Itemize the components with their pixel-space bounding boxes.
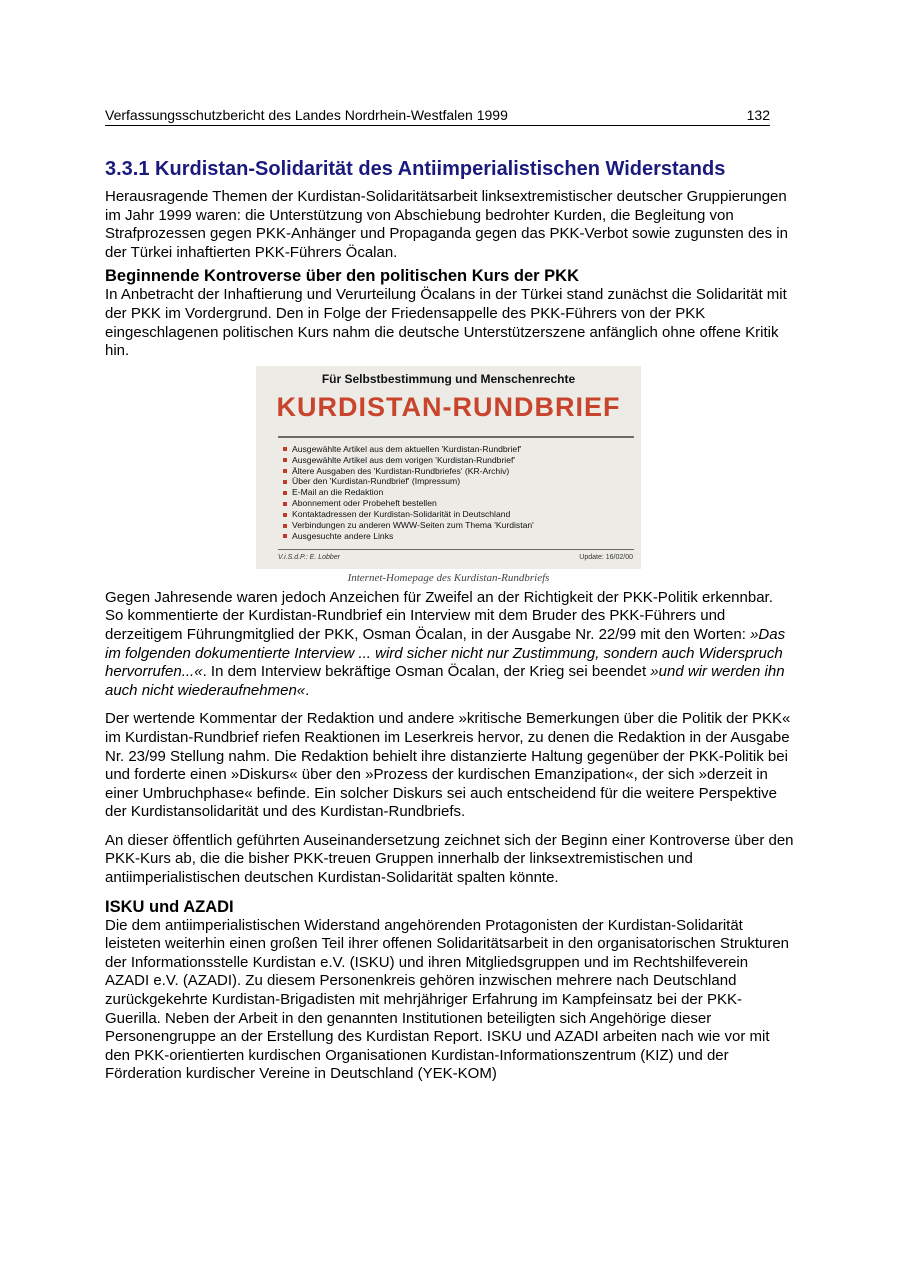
bullet-icon bbox=[283, 534, 287, 538]
figure-top-rule bbox=[278, 436, 634, 438]
figure-menu-item: Ausgewählte Artikel aus dem vorigen 'Kurdistan-Rundbrief' bbox=[283, 455, 534, 466]
intro-paragraph: Herausragende Themen der Kurdistan-Solidaritätsarbeit linksextremistischer deutscher Gruppierungen im Jahr 1999 waren: die Unterstützung von Abschiebung bedrohter Kurden, die Begleitung von Strafprozessen gegen PKK-Anhänger und Propaganda gegen das PKK-Verbot sowie zugunsten des in der Türkei inhaftierten PKK-Führers Öcalan. bbox=[105, 188, 788, 261]
page-number: 132 bbox=[746, 107, 770, 123]
bullet-icon bbox=[283, 502, 287, 506]
figure-menu-list bbox=[283, 444, 534, 542]
bullet-icon bbox=[283, 513, 287, 517]
bullet-icon bbox=[283, 447, 287, 451]
bullet-icon bbox=[283, 480, 287, 484]
page-content bbox=[105, 157, 795, 1094]
figure-menu-item: Verbindungen zu anderen WWW-Seiten zum Thema 'Kurdistan' bbox=[283, 520, 534, 531]
figure-footer-right: Update: 16/02/00 bbox=[579, 553, 633, 561]
figure-menu-item: Über den 'Kurdistan-Rundbrief' (Impressum) bbox=[283, 476, 534, 487]
bullet-icon bbox=[283, 458, 287, 462]
subheading-kontroverse: Beginnende Kontroverse über den politischen Kurs der PKK bbox=[105, 267, 579, 286]
subheading-isku-azadi: ISKU und AZADI bbox=[105, 897, 234, 916]
figure-menu-item: E-Mail an die Redaktion bbox=[283, 487, 534, 498]
figure-menu-item: Ausgewählte Artikel aus dem aktuellen 'Kurdistan-Rundbrief' bbox=[283, 444, 534, 455]
bullet-icon bbox=[283, 469, 287, 473]
running-header bbox=[105, 107, 770, 126]
figure-title: KURDISTAN-RUNDBRIEF bbox=[276, 391, 621, 422]
section-heading: 3.3.1 Kurdistan-Solidarität des Antiimperialistischen Widerstands bbox=[105, 158, 726, 180]
figure-bottom-rule bbox=[278, 549, 634, 550]
homepage-screenshot bbox=[256, 366, 641, 569]
figure-footer-left: V.i.S.d.P.: E. Lobber bbox=[278, 553, 341, 561]
isku-azadi-paragraph: Die dem antiimperialistischen Widerstand angehörenden Protagonisten der Kurdistan-Solidarität leisteten weiterhin einen großen Teil ihrer offenen Solidaritätsarbeit in den organisatorischen Strukturen der Informationsstelle Kurdistan e.V. (ISKU) und ihren Mitgliedsgruppen und im Rechtshilfeverein AZADI e.V. (AZADI). Zu diesem Personenkreis gehören inzwischen mehrere nach Deutschland zurückgekehrte Kurdistan-Brigadisten mit mehrjähriger Erfahrung im Kampfeinsatz bei der PKK-Guerilla. Neben der Arbeit in den genannten Institutionen beteiligten sich Angehörige dieser Personengruppe an der Erstellung des Kurdistan Report. ISKU und AZADI arbeiten nach wie vor mit den PKK-orientierten kurdischen Organisationen Kurdistan-Informationszentrum (KIZ) und der Förderation kurdischer Vereine in Deutschland (YEK-KOM) bbox=[105, 916, 790, 1083]
body-paragraph-2: Der wertende Kommentar der Redaktion und andere »kritische Bemerkungen über die Politik der PKK« im Kurdistan-Rundbrief riefen Reaktionen im Leserkreis hervor, zu denen die Redaktion in der Ausgabe Nr. 23/99 Stellung nahm. Die Redaktion behielt ihre distanzierte Haltung gegenüber der PKK-Politik bei und forderte einen »Diskurs« über den »Prozess der kurdischen Emanzipation«, der sich »derzeit in einer Umbruchphase« befinde. Ein solcher Diskurs sei auch entscheidend für die weitere Perspektive der Kurdistansolidarität und des Kurdistan-Rundbriefs. bbox=[105, 710, 791, 821]
bullet-icon bbox=[283, 524, 287, 528]
kontroverse-paragraph: In Anbetracht der Inhaftierung und Verurteilung Öcalans in der Türkei stand zunächst die Solidarität mit der PKK im Vordergrund. Den in Folge der Friedensappelle des PKK-Führers von der PKK eingeschlagenen politischen Kurs nahm die deutsche Unterstützerszene anfänglich ohne offene Kritik hin. bbox=[105, 286, 787, 360]
figure-menu-item: Ausgesuchte andere Links bbox=[283, 531, 534, 542]
header-title: Verfassungsschutzbericht des Landes Nordrhein-Westfalen 1999 bbox=[105, 107, 508, 123]
bullet-icon bbox=[283, 491, 287, 495]
figure-subtitle: Für Selbstbestimmung und Menschenrechte bbox=[321, 371, 576, 386]
figure-container bbox=[105, 366, 795, 585]
figure-menu-item: Abonnement oder Probeheft bestellen bbox=[283, 498, 534, 509]
body-paragraph-3: An dieser öffentlich geführten Auseinandersetzung zeichnet sich der Beginn einer Kontroverse über den PKK-Kurs ab, die die bisher PKK-treuen Gruppen innerhalb der linksextremistischen und antiimperialistischen deutschen Kurdistan-Solidarität spalten könnte. bbox=[105, 831, 794, 887]
figure-menu-item: Ältere Ausgaben des 'Kurdistan-Rundbriefes' (KR-Archiv) bbox=[283, 466, 534, 477]
figure-menu-item: Kontaktadressen der Kurdistan-Solidarität in Deutschland bbox=[283, 509, 534, 520]
figure-caption: Internet-Homepage des Kurdistan-Rundbriefs bbox=[347, 571, 550, 584]
body-paragraph-1: Gegen Jahresende waren jedoch Anzeichen für Zweifel an der Richtigkeit der PKK-Politik erkennbar. So kommentierte der Kurdistan-Rundbrief ein Interview mit dem Bruder des PKK-Führers und derzeitigem Führungmitglied der PKK, Osman Öcalan, in der Ausgabe Nr. 22/99 mit den Worten: »Das im folgenden dokumentierte Interview ... wird sicher nicht nur Zustimmung, sondern auch Widerspruch hervorrufen...«. In dem Interview bekräftige Osman Öcalan, der Krieg sei beendet »und wir werden ihn auch nicht wiederaufnehmen«. bbox=[105, 588, 786, 699]
